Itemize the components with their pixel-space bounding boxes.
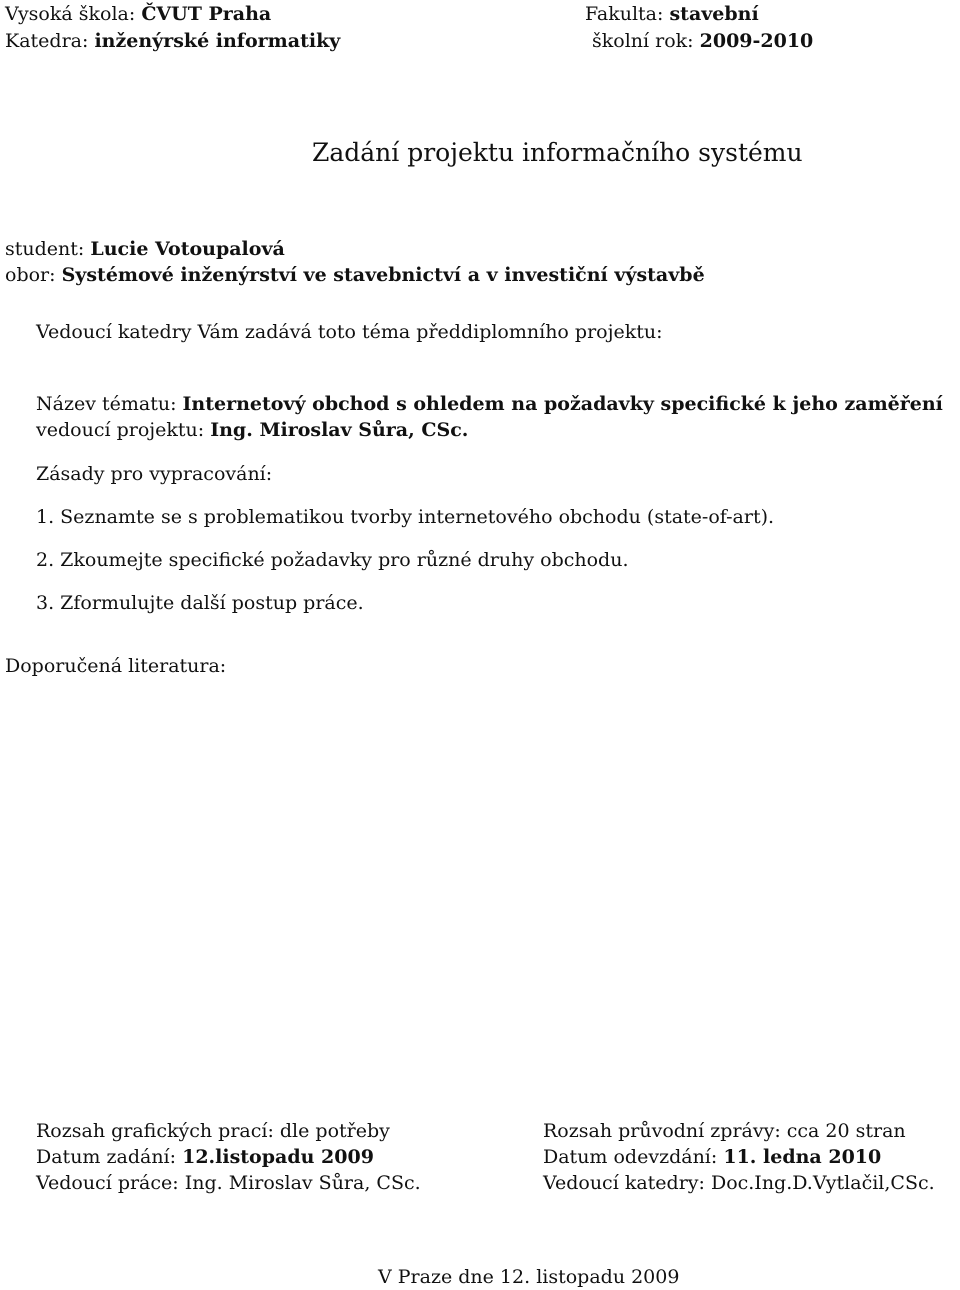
- due-date-value: 11. ledna 2010: [723, 1146, 882, 1168]
- place-date: V Praze dne 12. listopadu 2009: [378, 1266, 680, 1288]
- project-supervisor-line: [36, 421, 468, 440]
- principle-item-1: 1. Seznamte se s problematikou tvorby internetového obchodu (state-of-art).: [36, 506, 775, 528]
- field-value: Systémové inženýrství ve stavebnictví a v investiční výstavbě: [61, 264, 705, 286]
- faculty-value: stavební: [669, 3, 759, 25]
- department-value: inženýrské informatiky: [94, 30, 341, 52]
- assignment-date-value: 12.listopadu 2009: [182, 1146, 374, 1168]
- department-head: Vedoucí katedry: Doc.Ing.D.Vytlačil,CSc.: [543, 1172, 935, 1194]
- assignment-date-label: Datum zadání:: [36, 1146, 177, 1168]
- due-date-label: Datum odevzdání:: [543, 1146, 718, 1168]
- school-line: [5, 5, 271, 24]
- report-scope: Rozsah průvodní zprávy: cca 20 stran: [543, 1120, 906, 1142]
- principle-item-2: 2. Zkoumejte specifické požadavky pro různé druhy obchodu.: [36, 549, 629, 571]
- school-year-value: 2009-2010: [699, 30, 814, 52]
- principles-heading: Zásady pro vypracování:: [36, 463, 273, 485]
- page-title: Zadání projektu informačního systému: [312, 138, 803, 167]
- school-year-line: [592, 32, 813, 51]
- department-label: Katedra:: [5, 30, 89, 52]
- graphics-scope: Rozsah grafických prací: dle potřeby: [36, 1120, 390, 1142]
- student-name: Lucie Votoupalová: [90, 238, 285, 260]
- school-year-label: školní rok:: [592, 30, 694, 52]
- intro-text: Vedoucí katedry Vám zadává toto téma předdiplomního projektu:: [36, 321, 663, 343]
- field-label: obor:: [5, 264, 56, 286]
- topic-value: Internetový obchod s ohledem na požadavky specifické k jeho zaměření: [182, 393, 943, 415]
- school-label: Vysoká škola:: [5, 3, 136, 25]
- student-label: student:: [5, 238, 85, 260]
- school-value: ČVUT Praha: [141, 3, 272, 25]
- due-date-line: [543, 1148, 881, 1167]
- literature-heading: Doporučená literatura:: [5, 655, 227, 677]
- topic-line: [36, 395, 943, 414]
- principle-item-3: 3. Zformulujte další postup práce.: [36, 592, 364, 614]
- project-supervisor-label: vedoucí projektu:: [36, 419, 205, 441]
- faculty-label: Fakulta:: [585, 3, 664, 25]
- assignment-date-line: [36, 1148, 374, 1167]
- field-line: [5, 266, 705, 285]
- topic-label: Název tématu:: [36, 393, 177, 415]
- student-line: [5, 240, 285, 259]
- department-line: [5, 32, 340, 51]
- faculty-line: [585, 5, 759, 24]
- project-supervisor-value: Ing. Miroslav Sůra, CSc.: [210, 419, 469, 441]
- thesis-supervisor: Vedoucí práce: Ing. Miroslav Sůra, CSc.: [36, 1172, 421, 1194]
